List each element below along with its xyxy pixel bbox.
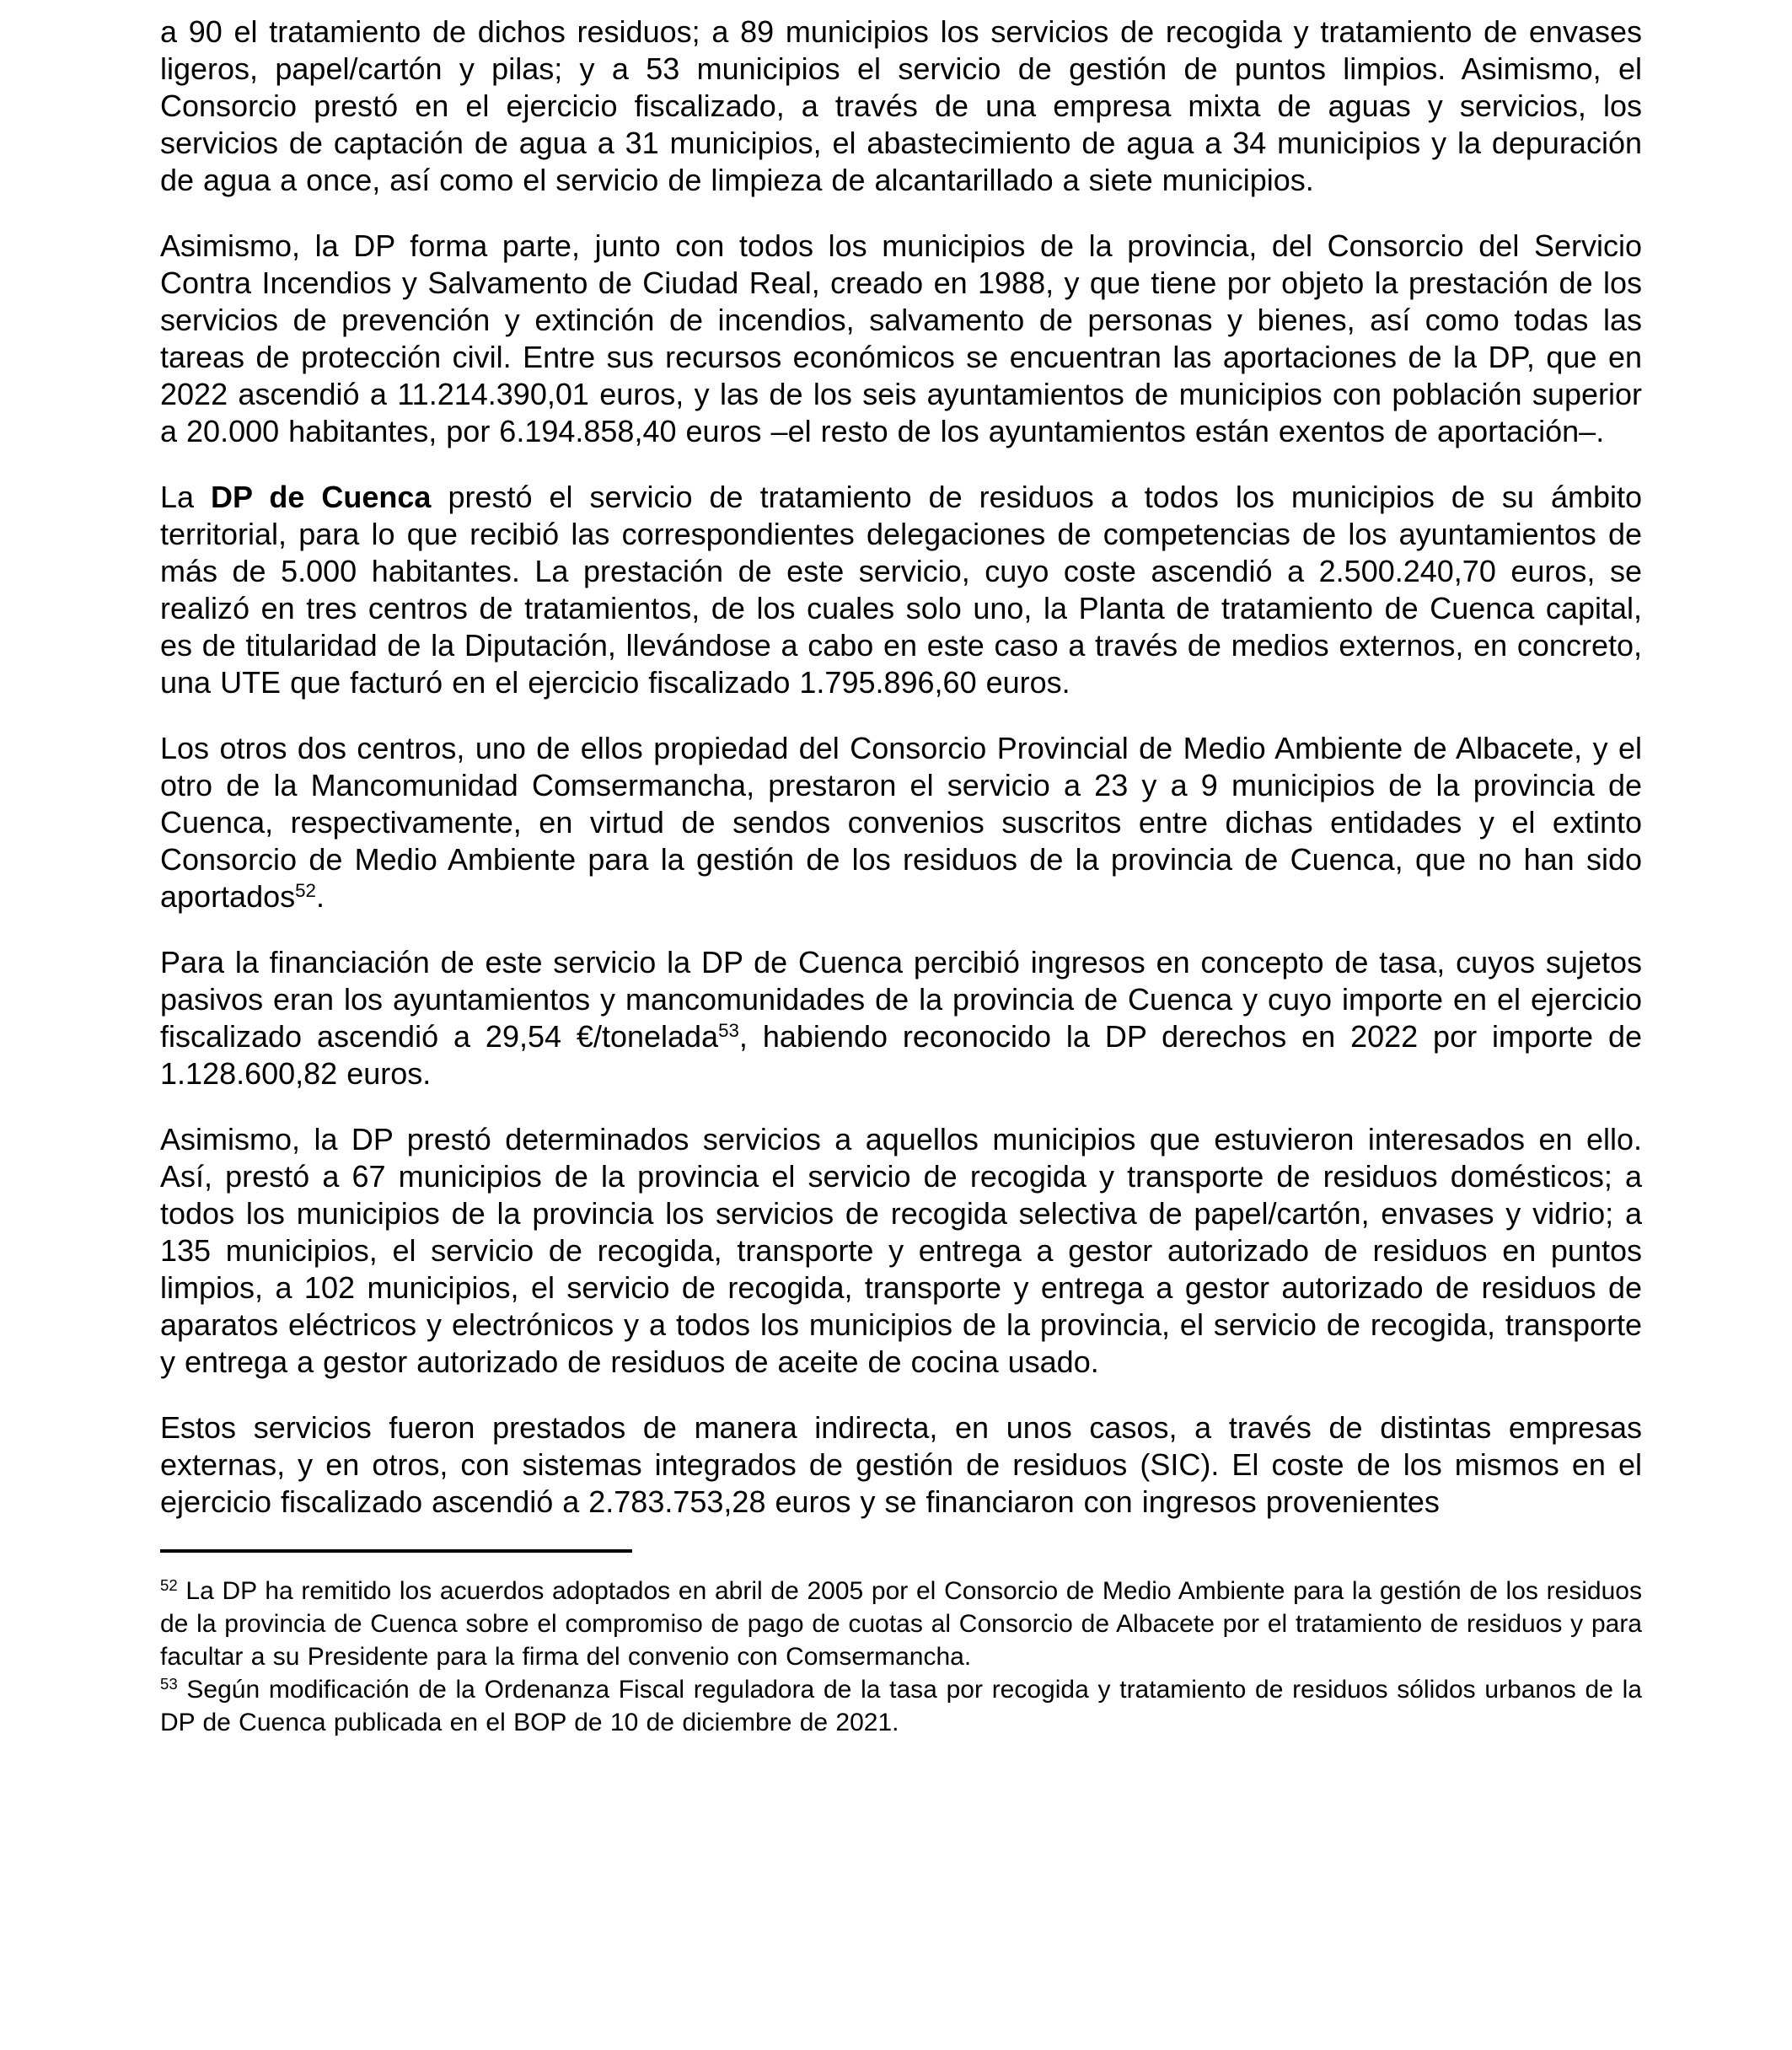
paragraph-6 bbox=[160, 1121, 1642, 1381]
bold-text-segment: DP de Cuenca bbox=[211, 480, 432, 514]
footnote-52-marker: 52 bbox=[160, 1575, 178, 1594]
footnote-area bbox=[160, 1549, 1642, 1739]
footnote-53 bbox=[160, 1673, 1642, 1739]
paragraph-4 bbox=[160, 730, 1642, 915]
paragraph-7 bbox=[160, 1409, 1642, 1521]
footnote-53-marker: 53 bbox=[160, 1674, 178, 1693]
paragraph-1 bbox=[160, 13, 1642, 199]
text-segment: prestó el servicio de tratamiento de residuos a todos los municipios de su ámbito territorial, para lo que recibió las correspondientes delegaciones de competencias de los ayuntamientos de más de 5.000 habitantes. La prestación de este servicio, cuyo coste ascendió a 2.500.240,70 euros, se realizó en tres centros de tratamientos, de los cuales solo uno, la Planta de tratamiento de Cuenca capital, es de titularidad de la Diputación, llevándose a cabo en este caso a través de medios externos, en concreto, una UTE que facturó en el ejercicio fiscalizado 1.795.896,60 euros. bbox=[160, 480, 1643, 700]
paragraph-3 bbox=[160, 479, 1642, 701]
footnote-separator-rule bbox=[160, 1549, 632, 1553]
text-segment: Para la financiación de este servicio la DP de Cuenca percibió ingresos en concepto de tasa, cuyos sujetos pasivos eran los ayuntamientos y mancomunidades de la provincia de Cuenca y cuyo importe en el ejercicio fiscalizado ascendió a 29,54 €/tonelada bbox=[160, 945, 1642, 1054]
text-segment: Asimismo, la DP forma parte, junto con todos los municipios de la provincia, del Consorcio del Servicio Contra Incendios y Salvamento de Ciudad Real, creado en 1988, y que tiene por objeto la prestación de los servicios de prevención y extinción de incendios, salvamento de personas y bienes, así como todas las tareas de protección civil. Entre sus recursos económicos se encuentran las aportaciones de la DP, que en 2022 ascendió a 11.214.390,01 euros, y las de los seis ayuntamientos de municipios con población superior a 20.000 habitantes, por 6.194.858,40 euros –el resto de los ayuntamientos están exentos de aportación–. bbox=[160, 228, 1642, 448]
footnote-reference: 52 bbox=[295, 879, 316, 901]
document-body bbox=[160, 13, 1642, 1521]
footnote-reference: 53 bbox=[718, 1019, 739, 1041]
paragraph-5 bbox=[160, 944, 1642, 1092]
text-segment: Asimismo, la DP prestó determinados servicios a aquellos municipios que estuvieron interesados en ello. Así, prestó a 67 municipios de la provincia el servicio de recogida y transporte de residuos domésticos; a todos los municipios de la provincia los servicios de recogida selectiva de papel/cartón, envases y vidrio; a 135 municipios, el servicio de recogida, transporte y entrega a gestor autorizado de residuos en puntos limpios, a 102 municipios, el servicio de recogida, transporte y entrega a gestor autorizado de residuos de aparatos eléctricos y electrónicos y a todos los municipios de la provincia, el servicio de recogida, transporte y entrega a gestor autorizado de residuos de aceite de cocina usado. bbox=[160, 1122, 1642, 1379]
text-segment: La bbox=[160, 480, 212, 514]
paragraph-2 bbox=[160, 228, 1642, 450]
text-segment: . bbox=[315, 879, 325, 914]
text-segment: Los otros dos centros, uno de ellos propiedad del Consorcio Provincial de Medio Ambiente de Albacete, y el otro de la Mancomunidad Comsermancha, prestaron el servicio a 23 y a 9 municipios de la provincia de Cuenca, respectivamente, en virtud de sendos convenios suscritos entre dichas entidades y el extinto Consorcio de Medio Ambiente para la gestión de los residuos de la provincia de Cuenca, que no han sido aportados bbox=[160, 731, 1642, 914]
footnote-53-text: Según modificación de la Ordenanza Fiscal reguladora de la tasa por recogida y tratamiento de residuos sólidos urbanos de la DP de Cuenca publicada en el BOP de 10 de diciembre de 2021. bbox=[160, 1676, 1642, 1736]
footnote-52 bbox=[160, 1575, 1642, 1673]
text-segment: Estos servicios fueron prestados de manera indirecta, en unos casos, a través de distintas empresas externas, y en otros, con sistemas integrados de gestión de residuos (SIC). El coste de los mismos en el ejercicio fiscalizado ascendió a 2.783.753,28 euros y se financiaron con ingresos provenientes bbox=[160, 1410, 1642, 1519]
text-segment: , habiendo reconocido la DP derechos en 2022 por importe de 1.128.600,82 euros. bbox=[160, 1019, 1642, 1091]
text-segment: a 90 el tratamiento de dichos residuos; a 89 municipios los servicios de recogida y tratamiento de envases ligeros, papel/cartón y pilas; y a 53 municipios el servicio de gestión de puntos limpios. Asimismo, el Consorcio prestó en el ejercicio fiscalizado, a través de una empresa mixta de aguas y servicios, los servicios de captación de agua a 31 municipios, el abastecimiento de agua a 34 municipios y la depuración de agua a once, así como el servicio de limpieza de alcantarillado a siete municipios. bbox=[160, 14, 1642, 197]
footnote-52-text: La DP ha remitido los acuerdos adoptados en abril de 2005 por el Consorcio de Medio Ambiente para la gestión de los residuos de la provincia de Cuenca sobre el compromiso de pago de cuotas al Consorcio de Albacete por el tratamiento de residuos y para facultar a su Presidente para la firma del convenio con Comsermancha. bbox=[160, 1577, 1642, 1671]
